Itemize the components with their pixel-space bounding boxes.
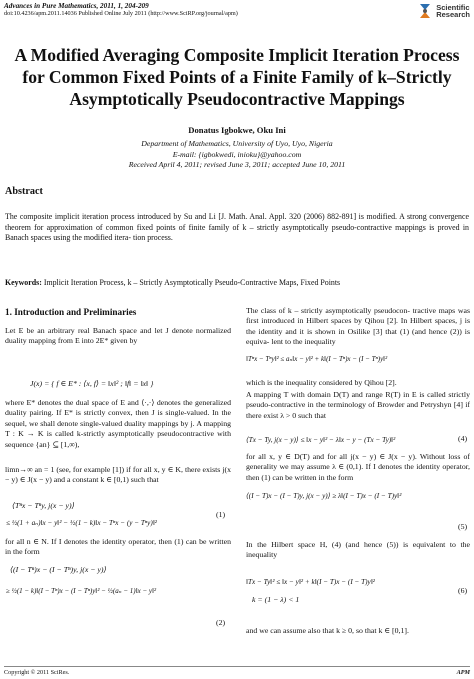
paper-title [0, 44, 474, 110]
equation-duality: J(x) = { f ∈ E* : ⟨x, f⟩ = ‖x‖² ; ‖f‖ = ‖x‖ } [30, 379, 154, 388]
keywords [5, 278, 469, 289]
abstract-heading: Abstract [5, 186, 43, 197]
intro-paragraph-2: where E* denotes the dual space of E and ⟨·,·⟩ denotes the generalized duality pairing. If E* is strictly convex, then J is single-valued. In the sequel, we shall denote single-valued duality mappings by j. A mapping T : K → K is called k-strictly asymptotically pseudocontractive with sequence {an} ⊆ [1,∞), [5, 398, 231, 449]
right-paragraph-3: A mapping T with domain D(T) and range R(T) in E is called strictly pseudo-contractive in the terminology of Browder and Petryshyn [4] if there exist λ > 0 such that [246, 390, 470, 420]
right-paragraph-6: and we can assume also that k ≥ 0, so that k ∈ [0,1]. [246, 626, 409, 635]
equation-2b: ≥ ½(1 − k)‖(I − Tⁿ)x − (I − Tⁿ)y‖² − ½(aₙ − 1)‖x − y‖² [6, 587, 157, 595]
right-paragraph-2: which is the inequality considered by Qihou [2]. [246, 378, 397, 387]
copyright: Copyright © 2011 SciRes. [4, 669, 70, 676]
title-line3: Asymptotically Pseudocontractive Mappings [69, 89, 405, 109]
doi-line: doi:10.4236/apm.2011.14036 Published Online July 2011 (http://www.SciRP.org/journal/apm) [4, 10, 238, 17]
equation-5: ⟨(I − T)x − (I − T)y, j(x − y)⟩ ≥ λ‖(I − T)x − (I − T)y‖² [246, 492, 402, 500]
publisher-logo [417, 2, 470, 20]
keywords-label: Keywords: [5, 278, 42, 287]
scirp-logo-icon [417, 2, 433, 20]
journal-header [4, 2, 470, 24]
equation-number-5: (5) [458, 522, 468, 531]
equation-6a: ‖Tx − Ty‖² ≤ ‖x − y‖² + k‖(I − T)x − (I − T)y‖² [246, 578, 375, 586]
department: Department of Mathematics, University of Uyo, Uyo, Nigeria [141, 139, 333, 148]
logo-line2: Research [436, 10, 470, 19]
journal-abbreviation: APM [456, 669, 470, 676]
logo-line1: Scientific [436, 2, 470, 12]
equation-number-6: (6) [458, 586, 468, 595]
equation-1b: ≤ ½(1 + aₙ)‖x − y‖² − ½(1 − k)‖x − Tⁿx − (y − Tⁿy)‖² [6, 519, 157, 527]
abstract-text: The composite implicit iteration process introduced by Su and Li [J. Math. Anal. Appl. 320 (2006) 882-891] is modified. A strong convergence theorem for approximation of common fixed points of finite family of k – strictly asymptotically pseudo-contractive mappings is proved in Banach spaces using the modified itera- tion process. [5, 212, 469, 243]
journal-citation: Advances in Pure Mathematics, 2011, 1, 204-209 [4, 2, 149, 10]
authors: Donatus Igbokwe, Oku Ini [188, 125, 286, 135]
intro-paragraph-4: for all n ∈ N. If I denotes the identity operator, then (1) can be written in the form [5, 537, 231, 557]
title-line2: for Common Fixed Points of a Finite Family of k–Strictly [22, 67, 452, 87]
right-paragraph-4: for all x, y ∈ D(T) and for all j(x − y) ∈ J(x − y). Without loss of generality we may assume λ ∈ (0,1). If I denotes the identity operator, then (1) can be written in the form [246, 452, 470, 482]
equation-number-2: (2) [216, 618, 226, 627]
title-line1: A Modified Averaging Composite Implicit Iteration Process [14, 45, 460, 65]
page-footer [4, 666, 470, 676]
intro-paragraph-3: limn→∞ an = 1 (see, for example [1]) if for all x, y ∈ K, there exists j(x − y) ∈ J(x − y) and a constant k ∈ [0,1) such that [5, 465, 231, 485]
email: E-mail: {igbokwedi, inioku}@yahoo.com [172, 149, 302, 159]
equation-4: ⟨Tx − Ty, j(x − y)⟩ ≤ ‖x − y‖² − λ‖x − y − (Tx − Ty)‖² [246, 436, 396, 444]
affiliation [0, 139, 474, 171]
received-dates: Received April 4, 2011; revised June 3, 2011; accepted June 10, 2011 [128, 160, 346, 169]
equation-6b: k = (1 − λ) < 1 [252, 595, 300, 604]
right-paragraph-5: In the Hilbert space H, (4) (and hence (5)) is equivalent to the inequality [246, 540, 470, 560]
equation-2a: ⟨(I − Tⁿ)x − (I − Tⁿ)y, j(x − y)⟩ [10, 565, 107, 574]
section-heading-intro: 1. Introduction and Preliminaries [5, 307, 137, 317]
equation-3: ‖Tⁿx − Tⁿy‖² ≤ aₙ‖x − y‖² + k‖(I − Tⁿ)x − (I − Tⁿ)y‖² [246, 355, 388, 363]
right-paragraph-1: The class of k – strictly asymptotically pseudocon- tractive maps was first introduced in Hilbert spaces by Qihou [2]. In Hilbert spaces, j is the identity and it is shown in Osilike [3] that (1) (and hence (2)) is equiva- lent to the inequality [246, 306, 470, 347]
equation-1a: ⟨Tⁿx − Tⁿy, j(x − y)⟩ [12, 501, 75, 510]
keywords-text: Implicit Iteration Process, k – Strictly Asymptotically Pseudo-Contractive Maps, Fixed Points [43, 278, 341, 287]
intro-paragraph-1: Let E be an arbitrary real Banach space and let J denote normalized duality mapping from E into 2E* given by [5, 326, 231, 346]
equation-number-4: (4) [458, 434, 468, 443]
equation-number-1: (1) [216, 510, 226, 519]
